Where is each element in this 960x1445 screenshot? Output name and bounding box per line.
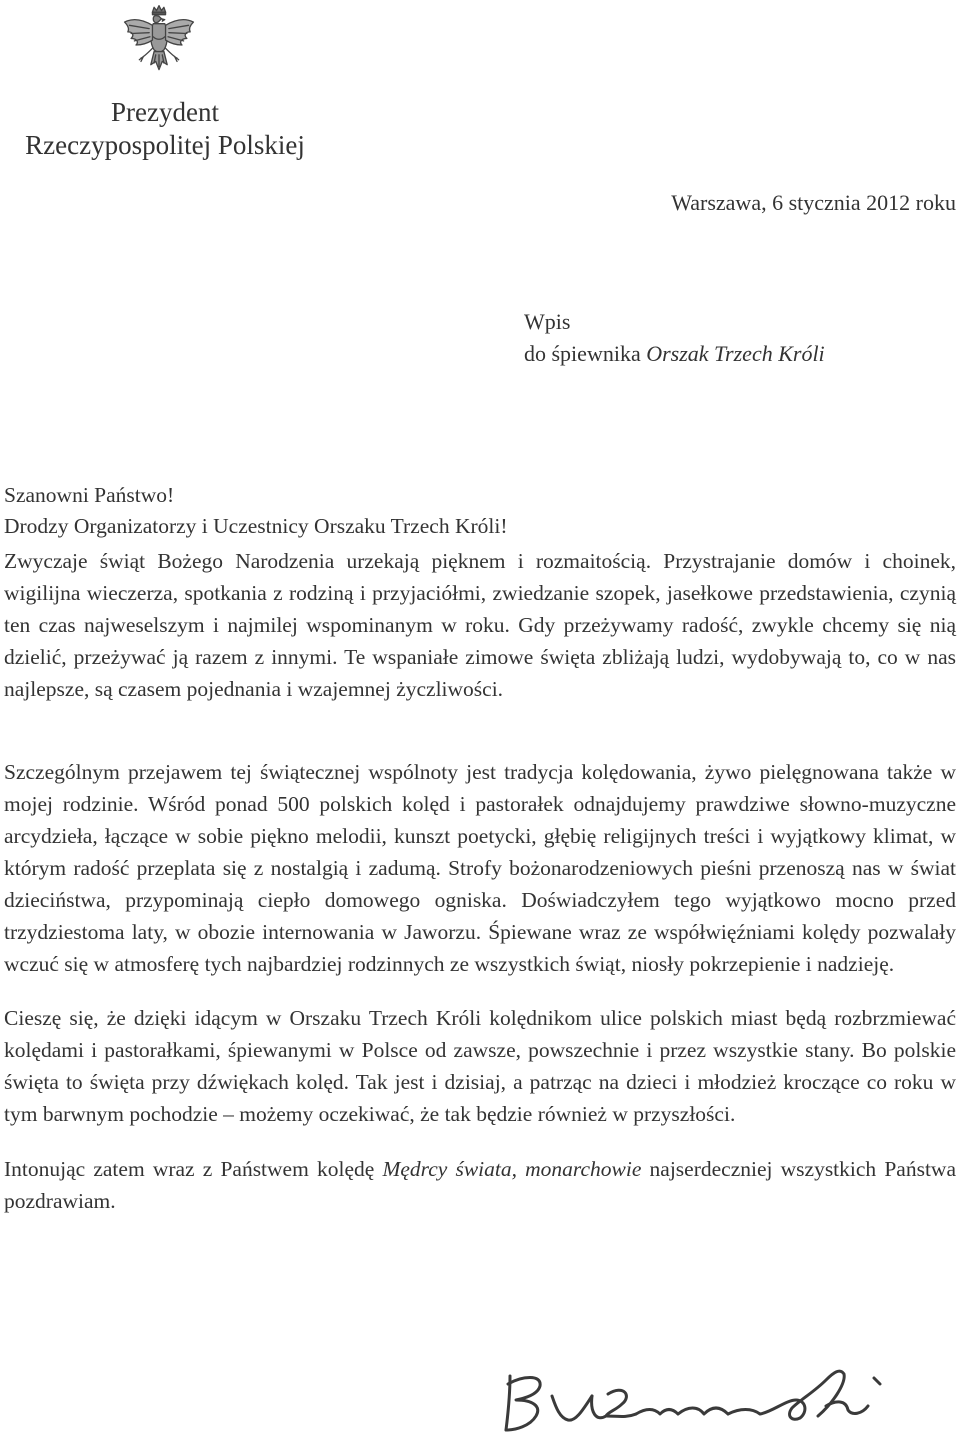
subject-line-2 [524,338,825,370]
letterhead-title: Prezydent [111,97,219,127]
letterhead [0,96,330,162]
letterhead-subtitle: Rzeczypospolitej Polskiej [25,130,305,160]
carol-title: Mędrcy świata, monarchowie [382,1157,642,1181]
paragraph-4 [4,1153,956,1217]
eagle-emblem-icon [118,4,200,86]
salutation-line-2: Drodzy Organizatorzy i Uczestnicy Orszaku Trzech Króli! [4,514,508,538]
salutation-line-1: Szanowni Państwo! [4,483,175,507]
songbook-title: Orszak Trzech Króli [646,341,825,366]
subject-line-1: Wpis [524,309,571,334]
paragraph-3: Cieszę się, że dzięki idącym w Orszaku Trzech Króli kolędnikom ulice polskich miast będą rozbrzmiewać kolędami i pastorałkami, śpiewanymi w Polsce od zawsze, powszechnie i przez wszystkie stany. Bo polskie święta to święta przy dźwiękach kolęd. Tak jest i dzisiaj, a patrząc na dzieci i młodzież kroczące co roku w tym barwnym pochodzie – możemy oczekiwać, że tak będzie również w przyszłości. [4,1006,956,1126]
salutation [4,480,508,542]
paragraph-2: Szczególnym przejawem tej świątecznej wspólnoty jest tradycja kolędowania, żywo pielęgnowana także w mojej rodzinie. Wśród ponad 500 polskich kolęd i pastorałek odnajdujemy prawdziwe słowno-muzyczne arcydzieła, łączące w sobie piękno melodii, kunszt poetycki, głębię religijnych treści i wyjątkowy klimat, w którym radość przeplata się z nostalgią i zadumą. Strofy bożonarodzeniowych pieśni przenoszą nas w świat dzieciństwa, przypominają ciepło domowego ogniska. Doświadczyłem tego wyjątkowo mocno przed trzydziestoma laty, w obozie internowania w Jaworzu. Śpiewane wraz ze współwięźniami kolędy pozwalały wczuć się w atmosferę tych najbardziej rodzinnych ze wszystkich świąt, niosły pokrzepienie i nadzieję. [4,760,956,976]
paragraph-4-end: najserdeczniej wszystkich Państwa pozdrawiam. [4,1157,956,1213]
signature [496,1356,892,1436]
letter-date: Warszawa, 6 stycznia 2012 roku [671,190,956,215]
paragraph-4-start: Intonując zatem wraz z Państwem kolędę [4,1157,383,1181]
letter-subject [524,306,825,370]
subject-prefix: do śpiewnika [524,341,647,366]
paragraph-1: Zwyczaje świąt Bożego Narodzenia urzekają pięknem i rozmaitością. Przystrajanie domów i choinek, wigilijna wieczerza, spotkania z rodziną i przyjaciółmi, zwiedzanie szopek, jasełkowe przedstawienia, czynią ten czas najweselszym i najmilej wspominanym w roku. Gdy przeżywamy radość, zwykle chcemy się nią dzielić, przeżywać ją razem z innymi. Te wspaniałe zimowe święta zbliżają ludzi, wydobywają to, co w nas najlepsze, są czasem pojednania i wzajemnej życzliwości. [4,549,956,701]
